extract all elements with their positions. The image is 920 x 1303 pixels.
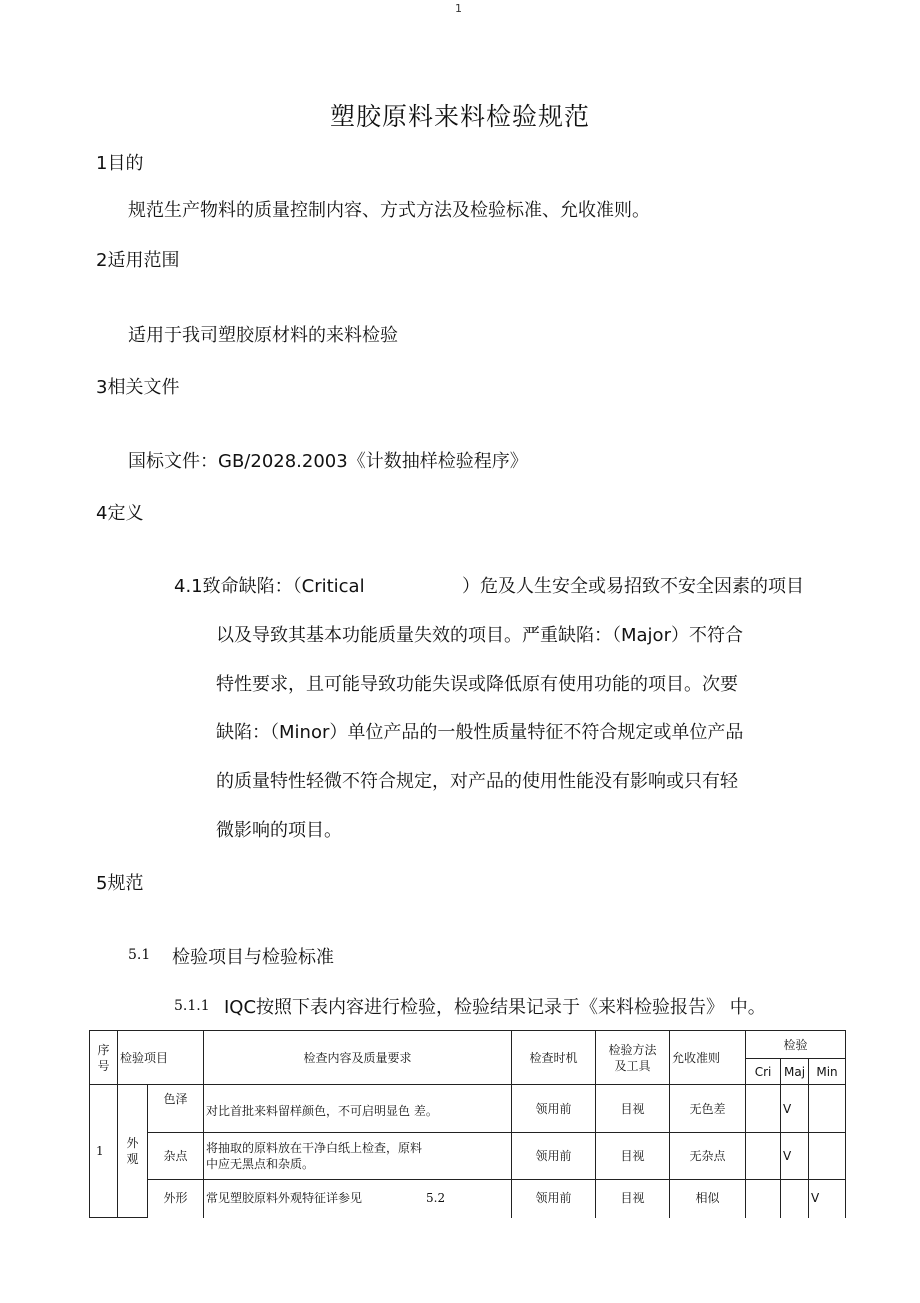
row-content: 常见塑胶原料外观特征详参见 5.2 (204, 1180, 512, 1218)
header-timing: 检查时机 (512, 1031, 596, 1085)
row-cri (746, 1085, 781, 1133)
section-5-heading: 5规范 (96, 873, 144, 894)
section-2-heading: 2适用范围 (96, 250, 180, 271)
section-4-heading: 4定义 (96, 503, 144, 524)
row-min (809, 1133, 846, 1180)
subsection-5-1-1-number: 5.1.1 (174, 998, 210, 1014)
row-content-ref: 5.2 (426, 1191, 446, 1205)
header-min: Min (809, 1059, 846, 1085)
row-sub-item: 杂点 (148, 1133, 204, 1180)
row-maj (781, 1180, 809, 1218)
header-criteria: 允收准则 (670, 1031, 746, 1085)
definition-line-6: 微影响的项目。 (216, 820, 342, 841)
header-method: 检验方法 及工具 (596, 1031, 670, 1085)
header-maj: Maj (781, 1059, 809, 1085)
definition-line-1b: ）危及人生安全或易招致不安全因素的项目 (462, 576, 804, 597)
row-sub-item: 外形 (148, 1180, 204, 1218)
row-cri (746, 1180, 781, 1218)
definition-line-4: 缺陷：（Minor）单位产品的一般性质量特征不符合规定或单位产品 (216, 722, 744, 743)
row-content: 将抽取的原料放在干净白纸上检查，原料 中应无黑点和杂质。 (204, 1133, 512, 1180)
section-2-body: 适用于我司塑胶原材料的来料检验 (128, 325, 398, 346)
row-sub-item: 色泽 (148, 1085, 204, 1133)
subsection-5-1-1-text: IQC按照下表内容进行检验，检验结果记录于《来料检验报告》 中。 (224, 997, 766, 1018)
group-name: 外 观 (118, 1085, 148, 1218)
header-item: 检验项目 (118, 1031, 204, 1085)
row-min: V (809, 1180, 846, 1218)
header-content: 检查内容及质量要求 (204, 1031, 512, 1085)
section-3-heading: 3相关文件 (96, 377, 180, 398)
row-content: 对比首批来料留样颜色，不可启明显色 差。 (204, 1085, 512, 1133)
row-method: 目视 (596, 1180, 670, 1218)
section-1-body: 规范生产物料的质量控制内容、方式方法及检验标准、允收准则。 (128, 200, 650, 221)
table-row (90, 1180, 846, 1218)
row-min (809, 1085, 846, 1133)
row-criteria: 相似 (670, 1180, 746, 1218)
row-criteria: 无杂点 (670, 1133, 746, 1180)
row-method: 目视 (596, 1133, 670, 1180)
section-3-body: 国标文件：GB/2028.2003《计数抽样检验程序》 (128, 451, 528, 472)
row-timing: 领用前 (512, 1085, 596, 1133)
table-row (90, 1085, 846, 1133)
page-number: 1 (455, 2, 462, 15)
row-maj: V (781, 1133, 809, 1180)
section-1-heading: 1目的 (96, 153, 144, 174)
row-cri (746, 1133, 781, 1180)
subsection-5-1-number: 5.1 (128, 947, 151, 963)
definition-line-5: 的质量特性轻微不符合规定，对产品的使用性能没有影响或只有轻 (216, 771, 738, 792)
inspection-table (89, 1030, 846, 1218)
subsection-5-1-title: 检验项目与检验标准 (172, 947, 334, 968)
table-row (90, 1133, 846, 1180)
row-maj: V (781, 1085, 809, 1133)
group-seq: 1 (90, 1085, 118, 1218)
header-cri: Cri (746, 1059, 781, 1085)
row-timing: 领用前 (512, 1180, 596, 1218)
document-title: 塑胶原料来料检验规范 (329, 102, 590, 131)
row-timing: 领用前 (512, 1133, 596, 1180)
header-inspect: 检验 (746, 1031, 846, 1059)
definition-line-3: 特性要求，且可能导致功能失误或降低原有使用功能的项目。次要 (216, 674, 738, 695)
row-method: 目视 (596, 1085, 670, 1133)
header-seq: 序 号 (90, 1031, 118, 1085)
definition-line-1a: 4.1致命缺陷：（Critical (174, 576, 365, 597)
definition-line-2: 以及导致其基本功能质量失效的项目。严重缺陷：（Major）不符合 (216, 625, 743, 646)
row-criteria: 无色差 (670, 1085, 746, 1133)
